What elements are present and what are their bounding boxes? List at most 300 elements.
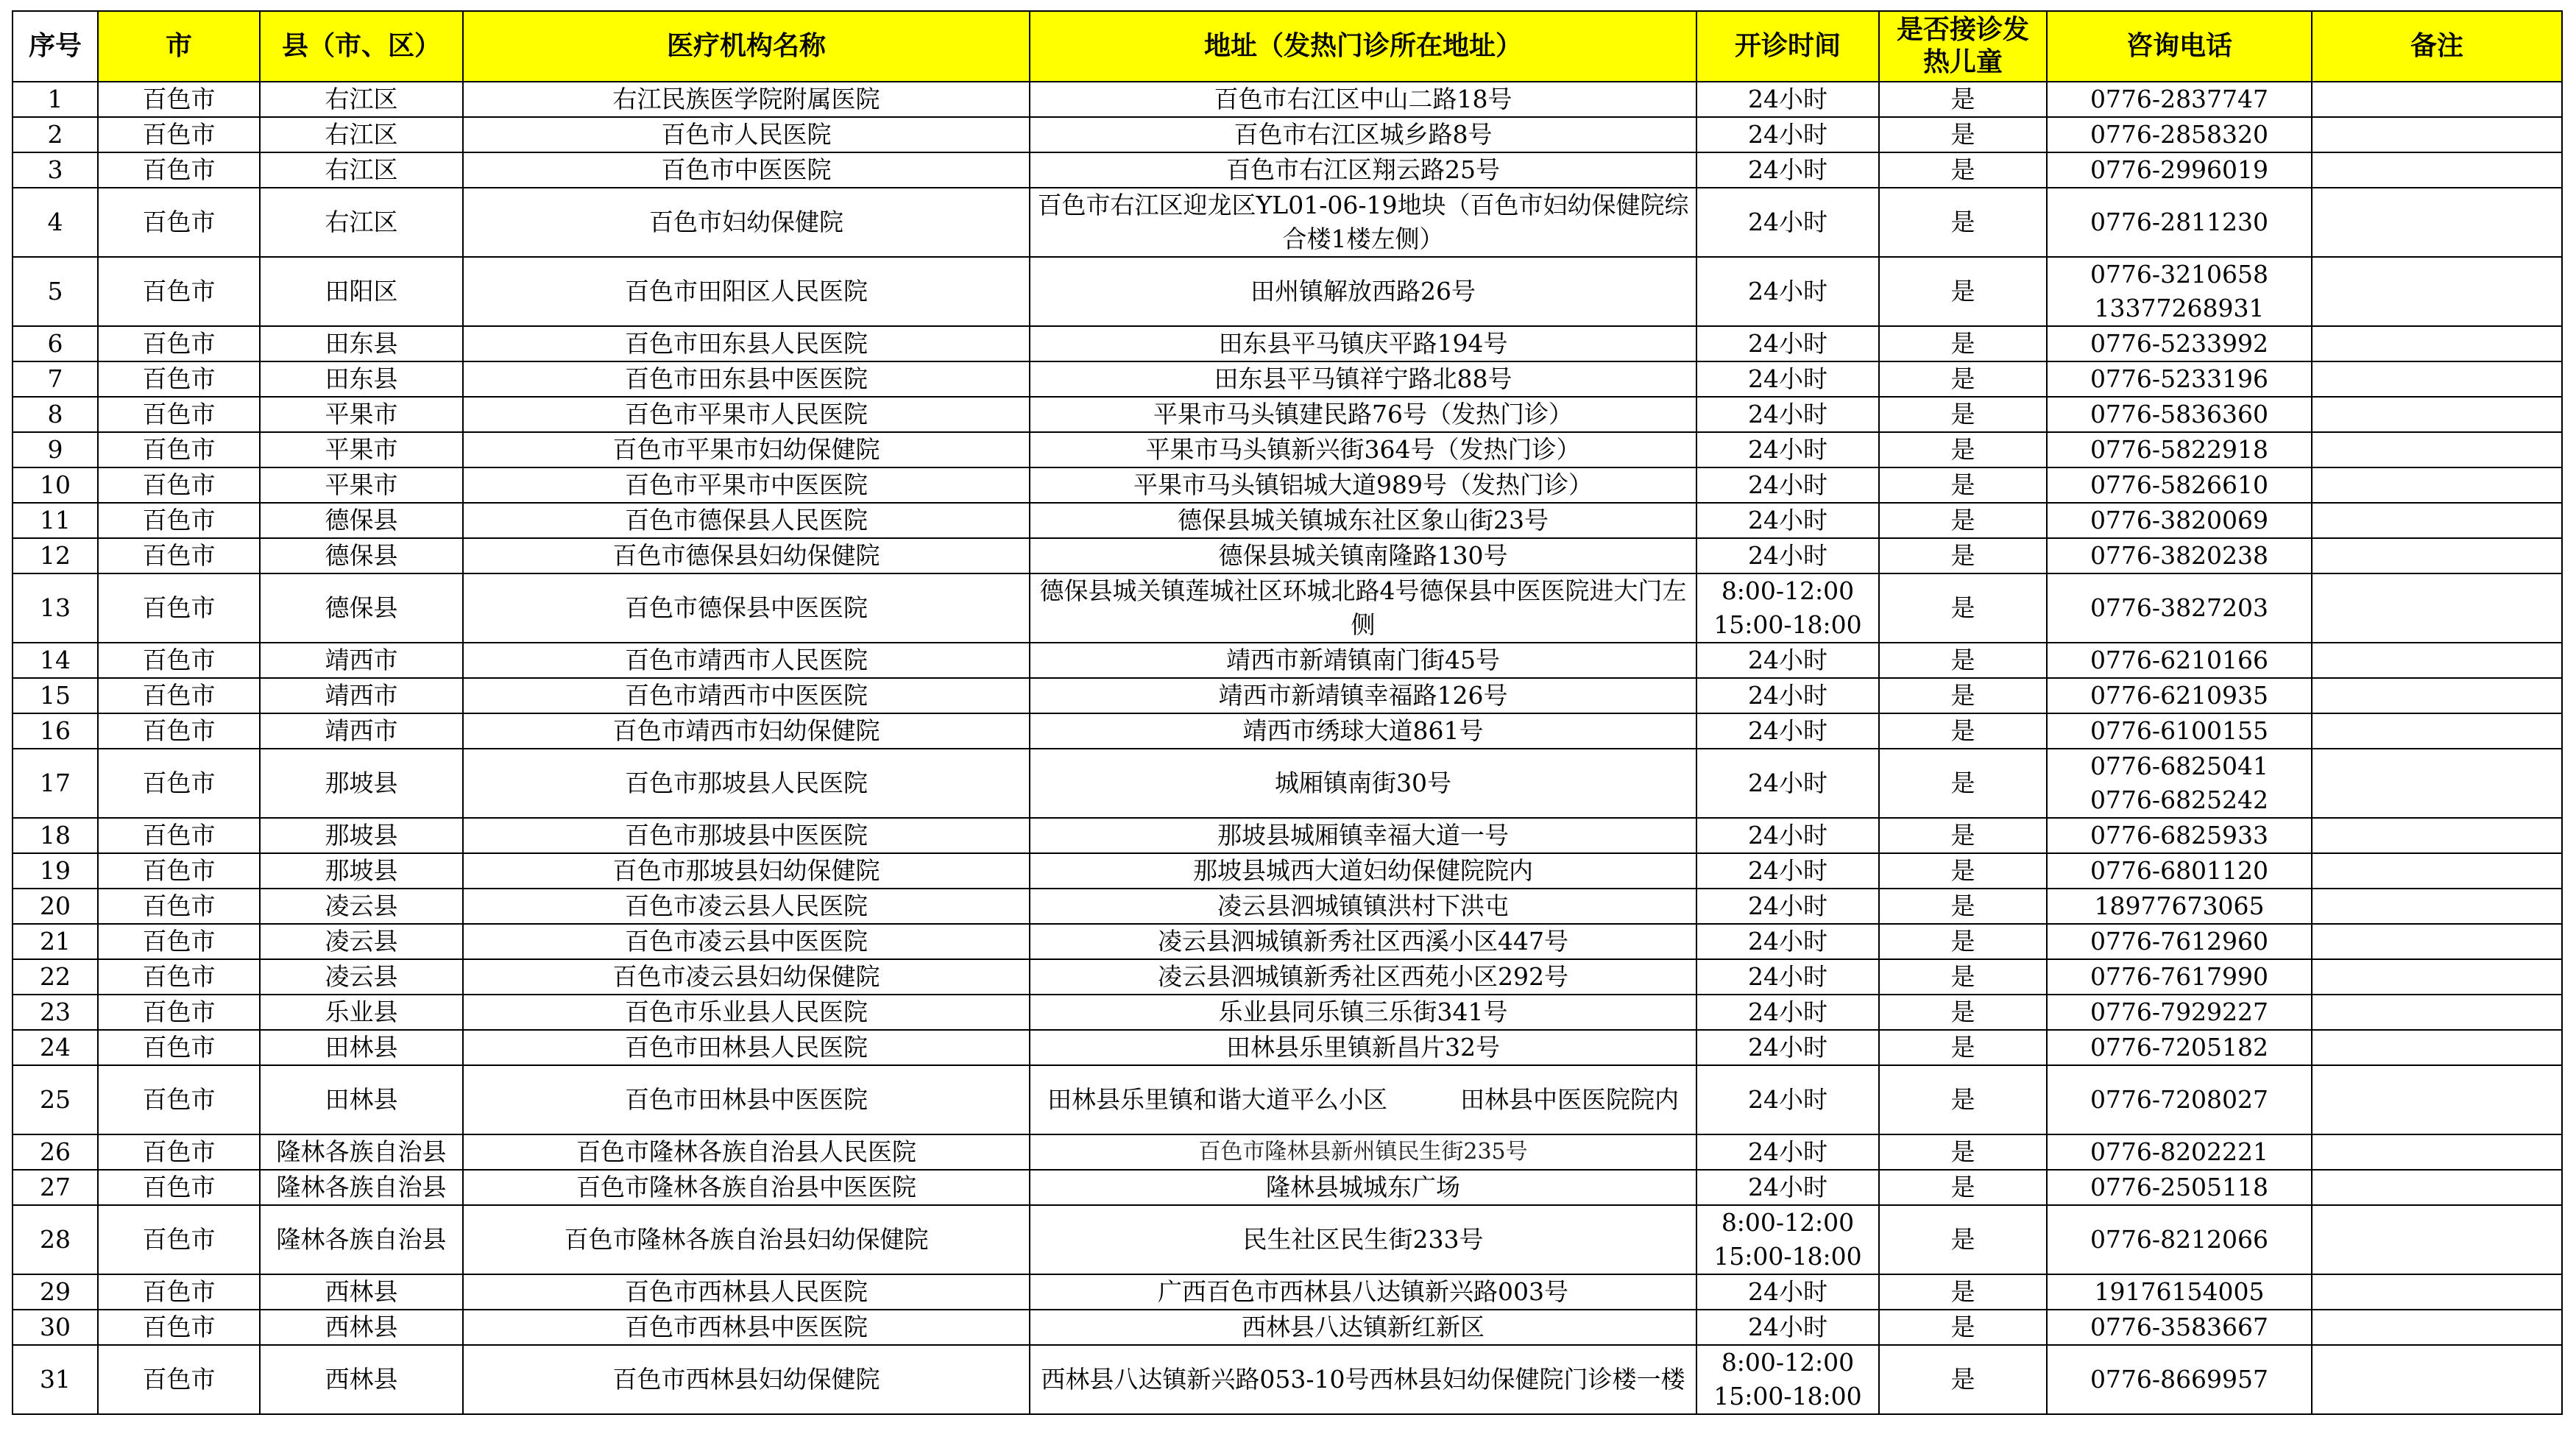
county-cell[interactable]: 凌云县 [260, 924, 463, 959]
institution-cell[interactable]: 百色市中医医院 [463, 152, 1030, 188]
note-cell[interactable] [2312, 818, 2562, 853]
header-cell-hours[interactable]: 开诊时间 [1696, 11, 1879, 82]
phone-cell[interactable]: 0776-6210166 [2047, 643, 2312, 678]
institution-cell[interactable]: 百色市靖西市中医医院 [463, 678, 1030, 713]
hours-cell[interactable]: 24小时 [1696, 361, 1879, 397]
note-cell[interactable] [2312, 1205, 2562, 1274]
note-cell[interactable] [2312, 117, 2562, 152]
note-cell[interactable] [2312, 326, 2562, 361]
city-cell[interactable]: 百色市 [98, 188, 260, 257]
row-number-cell[interactable]: 6 [13, 326, 98, 361]
city-cell[interactable]: 百色市 [98, 1170, 260, 1205]
table-row [13, 1065, 2562, 1134]
address-cell[interactable]: 靖西市绣球大道861号 [1030, 713, 1696, 749]
note-cell[interactable] [2312, 713, 2562, 749]
institution-cell[interactable]: 百色市凌云县人民医院 [463, 889, 1030, 924]
address-cell[interactable]: 百色市隆林县新州镇民生街235号 [1030, 1134, 1696, 1170]
phone-cell[interactable]: 0776-6100155 [2047, 713, 2312, 749]
address-cell[interactable]: 那坡县城厢镇幸福大道一号 [1030, 818, 1696, 853]
header-cell-phone[interactable]: 咨询电话 [2047, 11, 2312, 82]
city-cell[interactable]: 百色市 [98, 326, 260, 361]
county-cell[interactable]: 隆林各族自治县 [260, 1134, 463, 1170]
hours-cell[interactable]: 24小时 [1696, 1274, 1879, 1310]
county-cell[interactable]: 田东县 [260, 361, 463, 397]
row-number-cell[interactable]: 4 [13, 188, 98, 257]
institution-cell[interactable]: 百色市西林县人民医院 [463, 1274, 1030, 1310]
phone-cell[interactable]: 0776-7617990 [2047, 959, 2312, 995]
city-cell[interactable]: 百色市 [98, 643, 260, 678]
table-row [13, 924, 2562, 959]
institution-cell[interactable]: 百色市德保县人民医院 [463, 503, 1030, 538]
address-cell[interactable]: 凌云县泗城镇新秀社区西苑小区292号 [1030, 959, 1696, 995]
phone-cell[interactable]: 0776-8669957 [2047, 1345, 2312, 1414]
institution-cell[interactable]: 百色市乐业县人民医院 [463, 995, 1030, 1030]
accepts-children-cell[interactable]: 是 [1879, 257, 2047, 326]
note-cell[interactable] [2312, 467, 2562, 503]
accepts-children-cell[interactable]: 是 [1879, 188, 2047, 257]
address-cell[interactable]: 田林县乐里镇和谐大道平么小区 田林县中医医院院内 [1030, 1065, 1696, 1134]
city-cell[interactable]: 百色市 [98, 467, 260, 503]
city-cell[interactable]: 百色市 [98, 257, 260, 326]
row-number-cell[interactable]: 15 [13, 678, 98, 713]
row-number-cell[interactable]: 9 [13, 432, 98, 467]
hours-cell[interactable]: 24小时 [1696, 152, 1879, 188]
institution-cell[interactable]: 百色市田阳区人民医院 [463, 257, 1030, 326]
accepts-children-cell[interactable]: 是 [1879, 1065, 2047, 1134]
address-cell[interactable]: 田州镇解放西路26号 [1030, 257, 1696, 326]
accepts-children-cell[interactable]: 是 [1879, 959, 2047, 995]
accepts-children-cell[interactable]: 是 [1879, 1134, 2047, 1170]
address-cell[interactable]: 广西百色市西林县八达镇新兴路003号 [1030, 1274, 1696, 1310]
county-cell[interactable]: 那坡县 [260, 853, 463, 889]
county-cell[interactable]: 田阳区 [260, 257, 463, 326]
county-cell[interactable]: 靖西市 [260, 713, 463, 749]
phone-cell[interactable]: 0776-3820069 [2047, 503, 2312, 538]
phone-cell[interactable]: 0776-7205182 [2047, 1030, 2312, 1065]
row-number-cell[interactable]: 24 [13, 1030, 98, 1065]
city-cell[interactable]: 百色市 [98, 82, 260, 117]
row-number-cell[interactable]: 11 [13, 503, 98, 538]
header-cell-children[interactable]: 是否接诊发热儿童 [1879, 11, 2047, 82]
address-cell[interactable]: 田东县平马镇祥宁路北88号 [1030, 361, 1696, 397]
table-row [13, 432, 2562, 467]
note-cell[interactable] [2312, 188, 2562, 257]
accepts-children-cell[interactable]: 是 [1879, 152, 2047, 188]
hours-cell[interactable]: 24小时 [1696, 467, 1879, 503]
accepts-children-cell[interactable]: 是 [1879, 573, 2047, 643]
row-number-cell[interactable]: 19 [13, 853, 98, 889]
row-number-cell[interactable]: 22 [13, 959, 98, 995]
city-cell[interactable]: 百色市 [98, 1030, 260, 1065]
accepts-children-cell[interactable]: 是 [1879, 82, 2047, 117]
hours-cell[interactable]: 24小时 [1696, 432, 1879, 467]
table-row [13, 713, 2562, 749]
accepts-children-cell[interactable]: 是 [1879, 538, 2047, 573]
address-cell[interactable]: 田林县乐里镇新昌片32号 [1030, 1030, 1696, 1065]
city-cell[interactable]: 百色市 [98, 924, 260, 959]
spreadsheet [12, 10, 2561, 1415]
phone-cell[interactable]: 0776-6801120 [2047, 853, 2312, 889]
row-number-cell[interactable]: 25 [13, 1065, 98, 1134]
accepts-children-cell[interactable]: 是 [1879, 326, 2047, 361]
hours-cell[interactable]: 24小时 [1696, 326, 1879, 361]
accepts-children-cell[interactable]: 是 [1879, 1274, 2047, 1310]
accepts-children-cell[interactable]: 是 [1879, 467, 2047, 503]
institution-cell[interactable]: 百色市隆林各族自治县中医医院 [463, 1170, 1030, 1205]
phone-cell[interactable]: 0776-2837747 [2047, 82, 2312, 117]
row-number-cell[interactable]: 16 [13, 713, 98, 749]
phone-cell[interactable]: 0776-6825041 0776-6825242 [2047, 749, 2312, 818]
note-cell[interactable] [2312, 924, 2562, 959]
accepts-children-cell[interactable]: 是 [1879, 1205, 2047, 1274]
county-cell[interactable]: 德保县 [260, 503, 463, 538]
hours-cell[interactable]: 24小时 [1696, 924, 1879, 959]
address-cell[interactable]: 德保县城关镇南隆路130号 [1030, 538, 1696, 573]
county-cell[interactable]: 田林县 [260, 1030, 463, 1065]
hours-cell[interactable]: 24小时 [1696, 257, 1879, 326]
phone-cell[interactable]: 0776-2505118 [2047, 1170, 2312, 1205]
address-cell[interactable]: 隆林县城城东广场 [1030, 1170, 1696, 1205]
table-body [13, 82, 2562, 1414]
hours-cell[interactable]: 24小时 [1696, 643, 1879, 678]
note-cell[interactable] [2312, 432, 2562, 467]
institution-cell[interactable]: 百色市德保县中医医院 [463, 573, 1030, 643]
county-cell[interactable]: 乐业县 [260, 995, 463, 1030]
note-cell[interactable] [2312, 959, 2562, 995]
city-cell[interactable]: 百色市 [98, 1310, 260, 1345]
row-number-cell[interactable]: 13 [13, 573, 98, 643]
header-cell-institution[interactable]: 医疗机构名称 [463, 11, 1030, 82]
city-cell[interactable]: 百色市 [98, 1134, 260, 1170]
row-number-cell[interactable]: 3 [13, 152, 98, 188]
table-row [13, 326, 2562, 361]
institution-cell[interactable]: 百色市西林县中医医院 [463, 1310, 1030, 1345]
row-number-cell[interactable]: 26 [13, 1134, 98, 1170]
county-cell[interactable]: 右江区 [260, 117, 463, 152]
county-cell[interactable]: 西林县 [260, 1310, 463, 1345]
table-row [13, 573, 2562, 643]
address-cell[interactable]: 西林县八达镇新兴路053-10号西林县妇幼保健院门诊楼一楼 [1030, 1345, 1696, 1414]
city-cell[interactable]: 百色市 [98, 538, 260, 573]
note-cell[interactable] [2312, 643, 2562, 678]
note-cell[interactable] [2312, 573, 2562, 643]
hours-cell[interactable]: 24小时 [1696, 678, 1879, 713]
row-number-cell[interactable]: 5 [13, 257, 98, 326]
phone-cell[interactable]: 0776-2996019 [2047, 152, 2312, 188]
hours-cell[interactable]: 24小时 [1696, 818, 1879, 853]
phone-cell[interactable]: 0776-3820238 [2047, 538, 2312, 573]
institution-cell[interactable]: 百色市靖西市妇幼保健院 [463, 713, 1030, 749]
county-cell[interactable]: 靖西市 [260, 643, 463, 678]
row-number-cell[interactable]: 10 [13, 467, 98, 503]
hours-cell[interactable]: 24小时 [1696, 889, 1879, 924]
row-number-cell[interactable]: 23 [13, 995, 98, 1030]
hours-cell[interactable]: 24小时 [1696, 959, 1879, 995]
address-cell[interactable]: 靖西市新靖镇幸福路126号 [1030, 678, 1696, 713]
city-cell[interactable]: 百色市 [98, 713, 260, 749]
row-number-cell[interactable]: 17 [13, 749, 98, 818]
phone-cell[interactable]: 0776-6825933 [2047, 818, 2312, 853]
county-cell[interactable]: 西林县 [260, 1345, 463, 1414]
institution-cell[interactable]: 百色市平果市人民医院 [463, 397, 1030, 432]
city-cell[interactable]: 百色市 [98, 818, 260, 853]
note-cell[interactable] [2312, 361, 2562, 397]
row-number-cell[interactable]: 28 [13, 1205, 98, 1274]
institution-cell[interactable]: 百色市西林县妇幼保健院 [463, 1345, 1030, 1414]
city-cell[interactable]: 百色市 [98, 361, 260, 397]
phone-cell[interactable]: 0776-5826610 [2047, 467, 2312, 503]
county-cell[interactable]: 平果市 [260, 397, 463, 432]
row-number-cell[interactable]: 1 [13, 82, 98, 117]
phone-cell[interactable]: 0776-5822918 [2047, 432, 2312, 467]
address-cell[interactable]: 百色市右江区中山二路18号 [1030, 82, 1696, 117]
note-cell[interactable] [2312, 1345, 2562, 1414]
city-cell[interactable]: 百色市 [98, 117, 260, 152]
city-cell[interactable]: 百色市 [98, 503, 260, 538]
accepts-children-cell[interactable]: 是 [1879, 818, 2047, 853]
county-cell[interactable]: 隆林各族自治县 [260, 1205, 463, 1274]
county-cell[interactable]: 田林县 [260, 1065, 463, 1134]
county-cell[interactable]: 那坡县 [260, 818, 463, 853]
city-cell[interactable]: 百色市 [98, 573, 260, 643]
address-cell[interactable]: 乐业县同乐镇三乐街341号 [1030, 995, 1696, 1030]
address-cell[interactable]: 田东县平马镇庆平路194号 [1030, 326, 1696, 361]
phone-cell[interactable]: 0776-8202221 [2047, 1134, 2312, 1170]
accepts-children-cell[interactable]: 是 [1879, 643, 2047, 678]
address-cell[interactable]: 德保县城关镇莲城社区环城北路4号德保县中医医院进大门左侧 [1030, 573, 1696, 643]
header-cell-no[interactable]: 序号 [13, 11, 98, 82]
phone-cell[interactable]: 0776-7929227 [2047, 995, 2312, 1030]
address-cell[interactable]: 平果市马头镇建民路76号（发热门诊） [1030, 397, 1696, 432]
phone-cell[interactable]: 0776-7612960 [2047, 924, 2312, 959]
county-cell[interactable]: 德保县 [260, 573, 463, 643]
phone-cell[interactable]: 18977673065 [2047, 889, 2312, 924]
accepts-children-cell[interactable]: 是 [1879, 678, 2047, 713]
note-cell[interactable] [2312, 678, 2562, 713]
institution-cell[interactable]: 百色市德保县妇幼保健院 [463, 538, 1030, 573]
city-cell[interactable]: 百色市 [98, 1205, 260, 1274]
institution-cell[interactable]: 百色市田东县人民医院 [463, 326, 1030, 361]
note-cell[interactable] [2312, 749, 2562, 818]
hours-cell[interactable]: 8:00-12:00 15:00-18:00 [1696, 573, 1879, 643]
header-cell-county[interactable]: 县（市、区） [260, 11, 463, 82]
address-cell[interactable]: 平果市马头镇铝城大道989号（发热门诊） [1030, 467, 1696, 503]
accepts-children-cell[interactable]: 是 [1879, 1170, 2047, 1205]
note-cell[interactable] [2312, 1170, 2562, 1205]
accepts-children-cell[interactable]: 是 [1879, 397, 2047, 432]
county-cell[interactable]: 凌云县 [260, 889, 463, 924]
hours-cell[interactable]: 24小时 [1696, 853, 1879, 889]
city-cell[interactable]: 百色市 [98, 152, 260, 188]
accepts-children-cell[interactable]: 是 [1879, 361, 2047, 397]
accepts-children-cell[interactable]: 是 [1879, 853, 2047, 889]
address-cell[interactable]: 凌云县泗城镇新秀社区西溪小区447号 [1030, 924, 1696, 959]
phone-cell[interactable]: 0776-5233992 [2047, 326, 2312, 361]
address-cell[interactable]: 西林县八达镇新红新区 [1030, 1310, 1696, 1345]
hours-cell[interactable]: 24小时 [1696, 82, 1879, 117]
phone-cell[interactable]: 0776-3583667 [2047, 1310, 2312, 1345]
address-cell[interactable]: 那坡县城西大道妇幼保健院院内 [1030, 853, 1696, 889]
institution-cell[interactable]: 百色市田林县中医医院 [463, 1065, 1030, 1134]
header-cell-city[interactable]: 市 [98, 11, 260, 82]
note-cell[interactable] [2312, 152, 2562, 188]
phone-cell[interactable]: 0776-3210658 13377268931 [2047, 257, 2312, 326]
accepts-children-cell[interactable]: 是 [1879, 713, 2047, 749]
phone-cell[interactable]: 0776-7208027 [2047, 1065, 2312, 1134]
accepts-children-cell[interactable]: 是 [1879, 749, 2047, 818]
institution-cell[interactable]: 右江民族医学院附属医院 [463, 82, 1030, 117]
phone-cell[interactable]: 0776-2811230 [2047, 188, 2312, 257]
row-number-cell[interactable]: 20 [13, 889, 98, 924]
row-number-cell[interactable]: 30 [13, 1310, 98, 1345]
note-cell[interactable] [2312, 889, 2562, 924]
city-cell[interactable]: 百色市 [98, 749, 260, 818]
row-number-cell[interactable]: 31 [13, 1345, 98, 1414]
phone-cell[interactable]: 0776-3827203 [2047, 573, 2312, 643]
hours-cell[interactable]: 24小时 [1696, 995, 1879, 1030]
hours-cell[interactable]: 8:00-12:00 15:00-18:00 [1696, 1205, 1879, 1274]
county-cell[interactable]: 右江区 [260, 188, 463, 257]
note-cell[interactable] [2312, 1134, 2562, 1170]
institution-cell[interactable]: 百色市田东县中医医院 [463, 361, 1030, 397]
city-cell[interactable]: 百色市 [98, 853, 260, 889]
hours-cell[interactable]: 24小时 [1696, 1134, 1879, 1170]
accepts-children-cell[interactable]: 是 [1879, 924, 2047, 959]
hours-cell[interactable]: 24小时 [1696, 188, 1879, 257]
accepts-children-cell[interactable]: 是 [1879, 1030, 2047, 1065]
row-number-cell[interactable]: 12 [13, 538, 98, 573]
institution-cell[interactable]: 百色市凌云县中医医院 [463, 924, 1030, 959]
city-cell[interactable]: 百色市 [98, 1274, 260, 1310]
phone-cell[interactable]: 0776-5233196 [2047, 361, 2312, 397]
row-number-cell[interactable]: 18 [13, 818, 98, 853]
table-row [13, 538, 2562, 573]
address-cell[interactable]: 百色市右江区城乡路8号 [1030, 117, 1696, 152]
note-cell[interactable] [2312, 1310, 2562, 1345]
phone-cell[interactable]: 0776-6210935 [2047, 678, 2312, 713]
county-cell[interactable]: 凌云县 [260, 959, 463, 995]
hours-cell[interactable]: 24小时 [1696, 749, 1879, 818]
county-cell[interactable]: 隆林各族自治县 [260, 1170, 463, 1205]
institution-cell[interactable]: 百色市妇幼保健院 [463, 188, 1030, 257]
accepts-children-cell[interactable]: 是 [1879, 889, 2047, 924]
accepts-children-cell[interactable]: 是 [1879, 503, 2047, 538]
county-cell[interactable]: 右江区 [260, 152, 463, 188]
note-cell[interactable] [2312, 853, 2562, 889]
row-number-cell[interactable]: 7 [13, 361, 98, 397]
city-cell[interactable]: 百色市 [98, 1065, 260, 1134]
hours-cell[interactable]: 24小时 [1696, 1310, 1879, 1345]
row-number-cell[interactable]: 2 [13, 117, 98, 152]
city-cell[interactable]: 百色市 [98, 397, 260, 432]
accepts-children-cell[interactable]: 是 [1879, 432, 2047, 467]
city-cell[interactable]: 百色市 [98, 889, 260, 924]
county-cell[interactable]: 田东县 [260, 326, 463, 361]
hours-cell[interactable]: 24小时 [1696, 117, 1879, 152]
address-cell[interactable]: 德保县城关镇城东社区象山街23号 [1030, 503, 1696, 538]
note-cell[interactable] [2312, 995, 2562, 1030]
table-row [13, 749, 2562, 818]
row-number-cell[interactable]: 27 [13, 1170, 98, 1205]
county-cell[interactable]: 靖西市 [260, 678, 463, 713]
institution-cell[interactable]: 百色市隆林各族自治县人民医院 [463, 1134, 1030, 1170]
row-number-cell[interactable]: 21 [13, 924, 98, 959]
city-cell[interactable]: 百色市 [98, 959, 260, 995]
accepts-children-cell[interactable]: 是 [1879, 995, 2047, 1030]
note-cell[interactable] [2312, 397, 2562, 432]
city-cell[interactable]: 百色市 [98, 1345, 260, 1414]
county-cell[interactable]: 德保县 [260, 538, 463, 573]
county-cell[interactable]: 右江区 [260, 82, 463, 117]
accepts-children-cell[interactable]: 是 [1879, 117, 2047, 152]
hours-cell[interactable]: 24小时 [1696, 1030, 1879, 1065]
phone-cell[interactable]: 0776-5836360 [2047, 397, 2312, 432]
county-cell[interactable]: 平果市 [260, 432, 463, 467]
address-cell[interactable]: 城厢镇南街30号 [1030, 749, 1696, 818]
institution-cell[interactable]: 百色市平果市妇幼保健院 [463, 432, 1030, 467]
address-cell[interactable]: 凌云县泗城镇镇洪村下洪屯 [1030, 889, 1696, 924]
note-cell[interactable] [2312, 257, 2562, 326]
city-cell[interactable]: 百色市 [98, 432, 260, 467]
county-cell[interactable]: 那坡县 [260, 749, 463, 818]
county-cell[interactable]: 平果市 [260, 467, 463, 503]
address-cell[interactable]: 百色市右江区迎龙区YL01-06-19地块（百色市妇幼保健院综合楼1楼左侧） [1030, 188, 1696, 257]
county-cell[interactable]: 西林县 [260, 1274, 463, 1310]
row-number-cell[interactable]: 8 [13, 397, 98, 432]
hours-cell[interactable]: 24小时 [1696, 538, 1879, 573]
table-row [13, 188, 2562, 257]
note-cell[interactable] [2312, 82, 2562, 117]
accepts-children-cell[interactable]: 是 [1879, 1310, 2047, 1345]
hours-cell[interactable]: 24小时 [1696, 1065, 1879, 1134]
institution-cell[interactable]: 百色市那坡县人民医院 [463, 749, 1030, 818]
accepts-children-cell[interactable]: 是 [1879, 1345, 2047, 1414]
address-cell[interactable]: 民生社区民生街233号 [1030, 1205, 1696, 1274]
phone-cell[interactable]: 0776-2858320 [2047, 117, 2312, 152]
header-cell-address[interactable]: 地址（发热门诊所在地址） [1030, 11, 1696, 82]
row-number-cell[interactable]: 14 [13, 643, 98, 678]
header-cell-note[interactable]: 备注 [2312, 11, 2562, 82]
phone-cell[interactable]: 19176154005 [2047, 1274, 2312, 1310]
note-cell[interactable] [2312, 538, 2562, 573]
address-cell[interactable]: 靖西市新靖镇南门街45号 [1030, 643, 1696, 678]
institution-cell[interactable]: 百色市靖西市人民医院 [463, 643, 1030, 678]
hours-cell[interactable]: 24小时 [1696, 397, 1879, 432]
address-cell[interactable]: 百色市右江区翔云路25号 [1030, 152, 1696, 188]
institution-cell[interactable]: 百色市人民医院 [463, 117, 1030, 152]
institution-cell[interactable]: 百色市平果市中医医院 [463, 467, 1030, 503]
note-cell[interactable] [2312, 503, 2562, 538]
city-cell[interactable]: 百色市 [98, 678, 260, 713]
table-row [13, 643, 2562, 678]
hours-cell[interactable]: 24小时 [1696, 1170, 1879, 1205]
phone-cell[interactable]: 0776-8212066 [2047, 1205, 2312, 1274]
hours-cell[interactable]: 24小时 [1696, 713, 1879, 749]
note-cell[interactable] [2312, 1274, 2562, 1310]
hours-cell[interactable]: 8:00-12:00 15:00-18:00 [1696, 1345, 1879, 1414]
institution-cell[interactable]: 百色市田林县人民医院 [463, 1030, 1030, 1065]
row-number-cell[interactable]: 29 [13, 1274, 98, 1310]
city-cell[interactable]: 百色市 [98, 995, 260, 1030]
institution-cell[interactable]: 百色市那坡县妇幼保健院 [463, 853, 1030, 889]
institution-cell[interactable]: 百色市隆林各族自治县妇幼保健院 [463, 1205, 1030, 1274]
hours-cell[interactable]: 24小时 [1696, 503, 1879, 538]
note-cell[interactable] [2312, 1030, 2562, 1065]
address-cell[interactable]: 平果市马头镇新兴街364号（发热门诊） [1030, 432, 1696, 467]
institution-cell[interactable]: 百色市凌云县妇幼保健院 [463, 959, 1030, 995]
note-cell[interactable] [2312, 1065, 2562, 1134]
institution-cell[interactable]: 百色市那坡县中医医院 [463, 818, 1030, 853]
